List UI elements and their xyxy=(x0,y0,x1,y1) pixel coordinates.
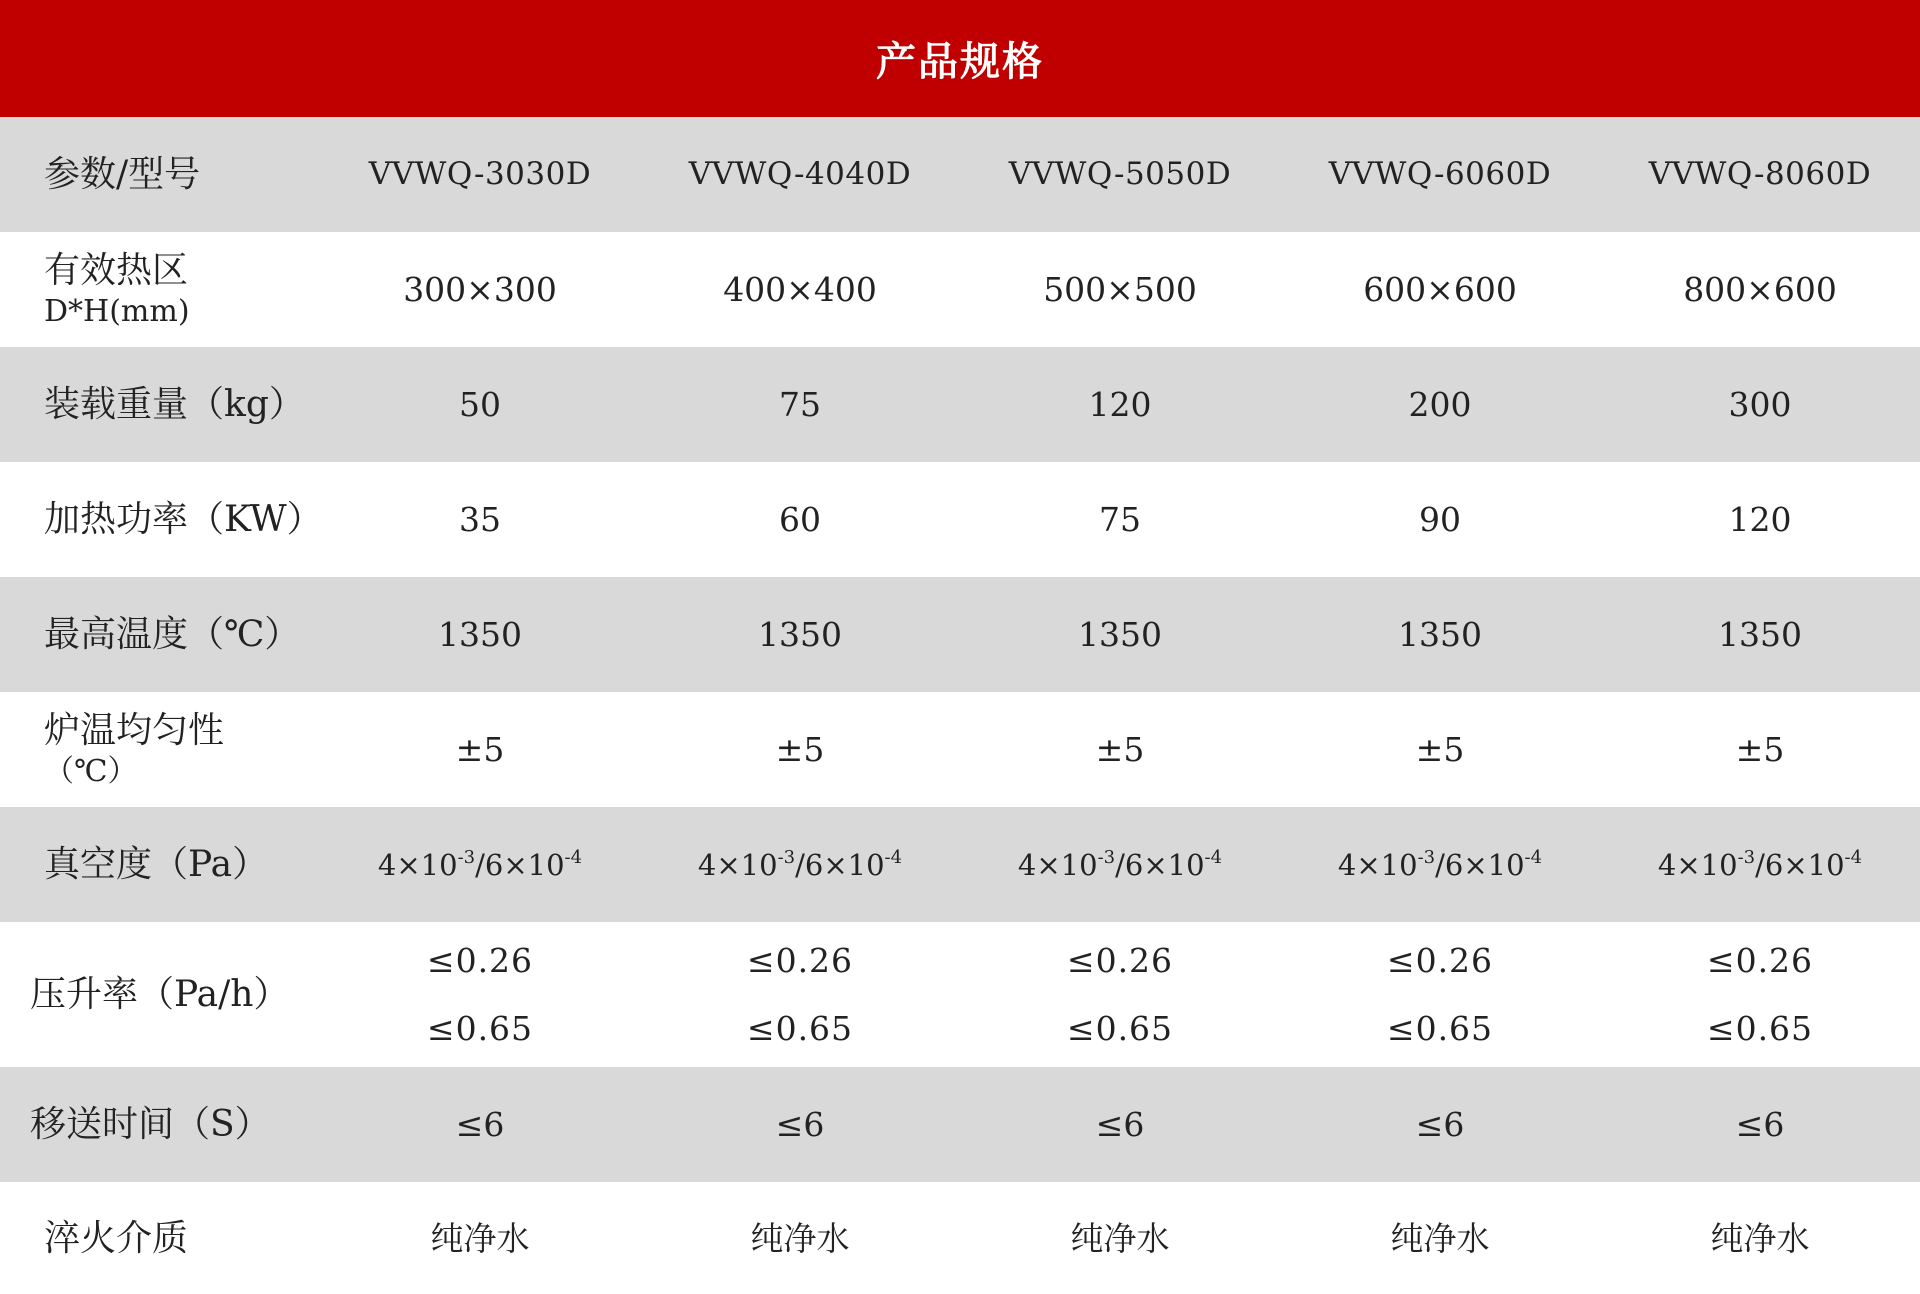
vac-base: 4×10 xyxy=(377,847,458,882)
vacuum-cell xyxy=(960,847,1280,883)
table-cell xyxy=(1600,941,1920,1048)
model-header: VVWQ-8060D xyxy=(1648,155,1872,192)
table-cell: 纯净水 xyxy=(750,1218,850,1258)
value-bottom: ≤0.65 xyxy=(426,1008,534,1048)
table-cell: 90 xyxy=(1419,499,1461,539)
vac-sep: /6×10 xyxy=(1755,847,1845,882)
vac-sep: /6×10 xyxy=(475,847,565,882)
table-cell: ±5 xyxy=(1415,729,1465,769)
value-top: ≤0.26 xyxy=(1066,940,1174,980)
spec-table xyxy=(0,117,1920,1294)
model-header: VVWQ-5050D xyxy=(1008,155,1232,192)
table-cell: 1350 xyxy=(1078,614,1162,654)
row-label xyxy=(0,708,320,791)
table-cell: 35 xyxy=(459,499,501,539)
vac-exp: -4 xyxy=(564,846,583,868)
table-cell: 300×300 xyxy=(403,269,557,309)
table-row-transfer-time xyxy=(0,1067,1920,1182)
table-cell: 120 xyxy=(1728,499,1792,539)
table-cell xyxy=(1280,941,1600,1048)
vac-exp: -4 xyxy=(1844,846,1863,868)
table-cell: 600×600 xyxy=(1363,269,1517,309)
table-cell: 50 xyxy=(459,384,501,424)
value-bottom: ≤0.65 xyxy=(1066,1008,1174,1048)
vac-exp: -3 xyxy=(457,846,476,868)
table-cell: 纯净水 xyxy=(1070,1218,1170,1258)
vacuum-cell xyxy=(1600,847,1920,883)
title-bar xyxy=(0,0,1920,117)
table-cell: 75 xyxy=(779,384,821,424)
page-title: 产品规格 xyxy=(876,39,1044,85)
table-row-max-temperature xyxy=(0,577,1920,692)
model-header: VVWQ-3030D xyxy=(368,155,592,192)
vac-exp: -4 xyxy=(1524,846,1543,868)
table-cell: 60 xyxy=(779,499,821,539)
vac-exp: -4 xyxy=(1204,846,1223,868)
vac-exp: -3 xyxy=(1737,846,1756,868)
row-label-sub: D*H(mm) xyxy=(44,294,190,330)
row-label: 真空度（Pa） xyxy=(44,844,269,885)
vac-sep: /6×10 xyxy=(1115,847,1205,882)
table-cell: 纯净水 xyxy=(1390,1218,1490,1258)
row-label: 加热功率（KW） xyxy=(44,499,323,540)
vacuum-cell xyxy=(320,847,640,883)
table-cell: 纯净水 xyxy=(1710,1218,1810,1258)
table-cell: 1350 xyxy=(438,614,522,654)
vac-exp: -3 xyxy=(1417,846,1436,868)
value-top: ≤0.26 xyxy=(1706,940,1814,980)
table-cell: 1350 xyxy=(758,614,842,654)
row-label: 装载重量（kg） xyxy=(44,384,305,425)
table-cell: 75 xyxy=(1099,499,1141,539)
table-cell: 800×600 xyxy=(1683,269,1837,309)
table-cell: ±5 xyxy=(1095,729,1145,769)
vac-exp: -4 xyxy=(884,846,903,868)
table-cell xyxy=(320,941,640,1048)
table-cell xyxy=(960,941,1280,1048)
table-cell: ≤6 xyxy=(775,1104,825,1144)
table-cell: 500×500 xyxy=(1043,269,1197,309)
vac-sep: /6×10 xyxy=(1435,847,1525,882)
row-label: 最高温度（℃） xyxy=(44,614,301,655)
vac-base: 4×10 xyxy=(1657,847,1738,882)
vacuum-cell xyxy=(640,847,960,883)
table-cell: ≤6 xyxy=(1415,1104,1465,1144)
row-label-main: 炉温均匀性 xyxy=(44,710,225,752)
table-row-heating-power xyxy=(0,462,1920,577)
vac-base: 4×10 xyxy=(1337,847,1418,882)
table-cell xyxy=(640,941,960,1048)
model-header: VVWQ-4040D xyxy=(688,155,912,192)
value-bottom: ≤0.65 xyxy=(1386,1008,1494,1048)
table-row-quench-medium xyxy=(0,1182,1920,1294)
row-label-sub: （℃） xyxy=(44,754,138,790)
table-row-hot-zone xyxy=(0,232,1920,347)
value-bottom: ≤0.65 xyxy=(1706,1008,1814,1048)
value-bottom: ≤0.65 xyxy=(746,1008,854,1048)
row-label xyxy=(0,248,320,331)
vac-base: 4×10 xyxy=(697,847,778,882)
row-label: 淬火介质 xyxy=(44,1218,189,1259)
model-header: VVWQ-6060D xyxy=(1328,155,1552,192)
table-cell: ≤6 xyxy=(1735,1104,1785,1144)
row-label-main: 有效热区 xyxy=(44,250,189,292)
table-cell: ≤6 xyxy=(1095,1104,1145,1144)
header-label: 参数/型号 xyxy=(44,154,201,195)
table-cell: 400×400 xyxy=(723,269,877,309)
row-label: 压升率（Pa/h） xyxy=(30,974,290,1015)
vac-sep: /6×10 xyxy=(795,847,885,882)
vac-exp: -3 xyxy=(777,846,796,868)
table-cell: ±5 xyxy=(455,729,505,769)
value-top: ≤0.26 xyxy=(1386,940,1494,980)
value-top: ≤0.26 xyxy=(426,940,534,980)
table-cell: ±5 xyxy=(1735,729,1785,769)
table-cell: 300 xyxy=(1728,384,1792,424)
table-cell: ≤6 xyxy=(455,1104,505,1144)
table-cell: 200 xyxy=(1408,384,1472,424)
table-cell: 纯净水 xyxy=(430,1218,530,1258)
table-header-row xyxy=(0,117,1920,232)
table-row-pressure-rise xyxy=(0,922,1920,1067)
vac-base: 4×10 xyxy=(1017,847,1098,882)
table-cell: 1350 xyxy=(1398,614,1482,654)
table-cell: 1350 xyxy=(1718,614,1802,654)
table-row-vacuum xyxy=(0,807,1920,922)
vacuum-cell xyxy=(1280,847,1600,883)
row-label: 移送时间（S） xyxy=(30,1104,271,1145)
table-row-temperature-uniformity xyxy=(0,692,1920,807)
table-cell: 120 xyxy=(1088,384,1152,424)
value-top: ≤0.26 xyxy=(746,940,854,980)
vac-exp: -3 xyxy=(1097,846,1116,868)
table-cell: ±5 xyxy=(775,729,825,769)
table-row-load-weight xyxy=(0,347,1920,462)
